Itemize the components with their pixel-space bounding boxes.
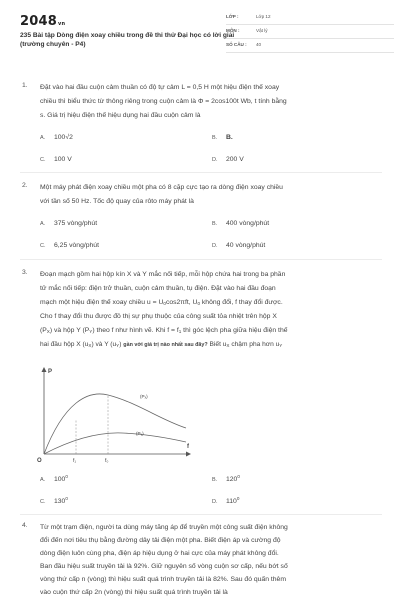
answer-option-d[interactable]: D. 200 V [212,156,244,163]
meta-value: Lớp 12 [256,14,271,19]
meta-label: LỚP : [226,14,239,19]
question-line: Cho f thay đổi thu được đồ thị sự phụ thuộc của công suất tỏa nhiệt trên hộp X [40,313,277,320]
question-number: 2. [22,182,28,189]
question-line: hai đầu hộp X $(u_X)$ và Y $(u_Y)$ gần với giá trị nào nhất sau đây? Biết $u_X$ chậm pha hơn $u_Y$ [40,341,283,348]
question-number: 1. [22,82,28,89]
answer-option-c[interactable]: C. $130^0$ [40,496,68,505]
question-line: mạch một hiệu điện thế xoay chiều $u = U_0\cos 2\pi ft$, $U_0$ không đổi, f thay đổi được. [40,299,283,306]
question-line: vào cuộn thứ cấp 2n (vòng) thì hiệu suất quá trình truyền tải là [40,589,228,596]
question-number: 4. [22,522,28,529]
f-axis-arrow-icon [186,452,191,457]
answer-option-b[interactable]: B. B. [212,134,233,141]
meta-value: Vật lý [256,28,268,33]
answer-option-d[interactable]: D. 40 vòng/phút [212,242,266,249]
answer-option-a[interactable]: A. 375 vòng/phút [40,220,98,227]
question-line: chiều thì biểu thức từ thông riêng trong cuộn cảm là Φ = 2cos100t Wb, t tính bằng [40,98,287,105]
meta-row-subject [226,26,394,39]
p-axis-label: P [48,369,53,375]
question-number: 3. [22,269,28,276]
answer-option-b[interactable]: B. 400 vòng/phút [212,220,270,227]
question-divider [20,514,382,515]
f0-label: f₀ [105,458,109,464]
meta-value: 40 [256,42,262,47]
site-logo[interactable]: 2048vn [20,14,66,29]
question-line: Đoạn mạch gồm hai hộp kín X và Y mắc nối tiếp, mỗi hộp chứa hai trong ba phần [40,271,286,278]
document-title: 235 Bài tập Dòng điện xoay chiều trong đề thi thử Đại học có lời giải (trường chuyên - P4) [20,32,235,48]
py-curve [44,433,186,454]
question-line: với tần số 50 Hz. Tốc độ quay của rôto máy phát là [40,198,194,205]
meta-row-count [226,40,394,53]
meta-label: SỐ CÂU : [226,42,247,47]
question-line: vòng thứ cấp n (vòng) thì hiệu suất quá trình truyền tải là 82%. Sau đó quấn thêm [40,576,286,583]
page-header [0,0,400,60]
p-axis-arrow-icon [42,367,47,372]
question-line: tử mắc nối tiếp: điện trở thuần, cuộn cảm thuần, tụ điện. Đặt vào hai đầu đoạn [40,285,276,292]
f1-label: f₁ [73,458,77,464]
answer-option-d[interactable]: D. $110^0$ [212,496,240,505]
answer-option-c[interactable]: C. 100 V [40,156,72,163]
meta-row-class [226,12,394,25]
power-frequency-graph [36,362,196,464]
answer-option-c[interactable]: C. 6,25 vòng/phút [40,242,99,249]
origin-label: O [37,458,42,464]
px-curve-label: (Pₓ) [140,394,148,399]
meta-label: MÔN : [226,28,240,33]
question-line: Ban đầu hiệu suất truyền tải là 92%. Giữ nguyên số vòng cuộn sơ cấp, nếu bớt số [40,563,288,570]
answer-option-b[interactable]: B. $120^0$ [212,474,240,483]
question-line: $(P_X)$ và hộp Y $(P_Y)$ theo f như hình vẽ. Khi $f = f_1$ thì góc lệch pha giữa hiệu điện thế [40,327,288,334]
question-line: Một máy phát điện xoay chiều một pha có 8 cặp cực tạo ra dòng điện xoay chiều [40,184,283,191]
question-line: Từ một trạm điện, người ta dùng máy tăng áp để truyền một công suất điện không [40,524,288,531]
question-line: Đặt vào hai đầu cuộn cảm thuần có độ tự cảm L = 0,5 H một hiệu điện thế xoay [40,84,280,91]
answer-option-a[interactable]: A. $100^0$ [40,474,68,483]
f-axis-label: f [187,444,189,450]
question-divider [20,172,382,173]
py-curve-label: (Pᵧ) [136,431,144,436]
px-curve [44,394,186,454]
answer-option-a[interactable]: A. 100√2 [40,134,73,141]
question-line: s. Giá trị hiệu điện thế hiệu dụng hai đầu cuộn cảm là [40,112,201,119]
question-line: đổi đến nơi tiêu thụ bằng đường dây tải điện một pha. Biết điện áp và cường độ [40,537,281,544]
question-line: dòng điện luôn cùng pha, điện áp hiệu dụng ở hai cực của máy phát không đổi. [40,550,279,557]
question-divider [20,259,382,260]
